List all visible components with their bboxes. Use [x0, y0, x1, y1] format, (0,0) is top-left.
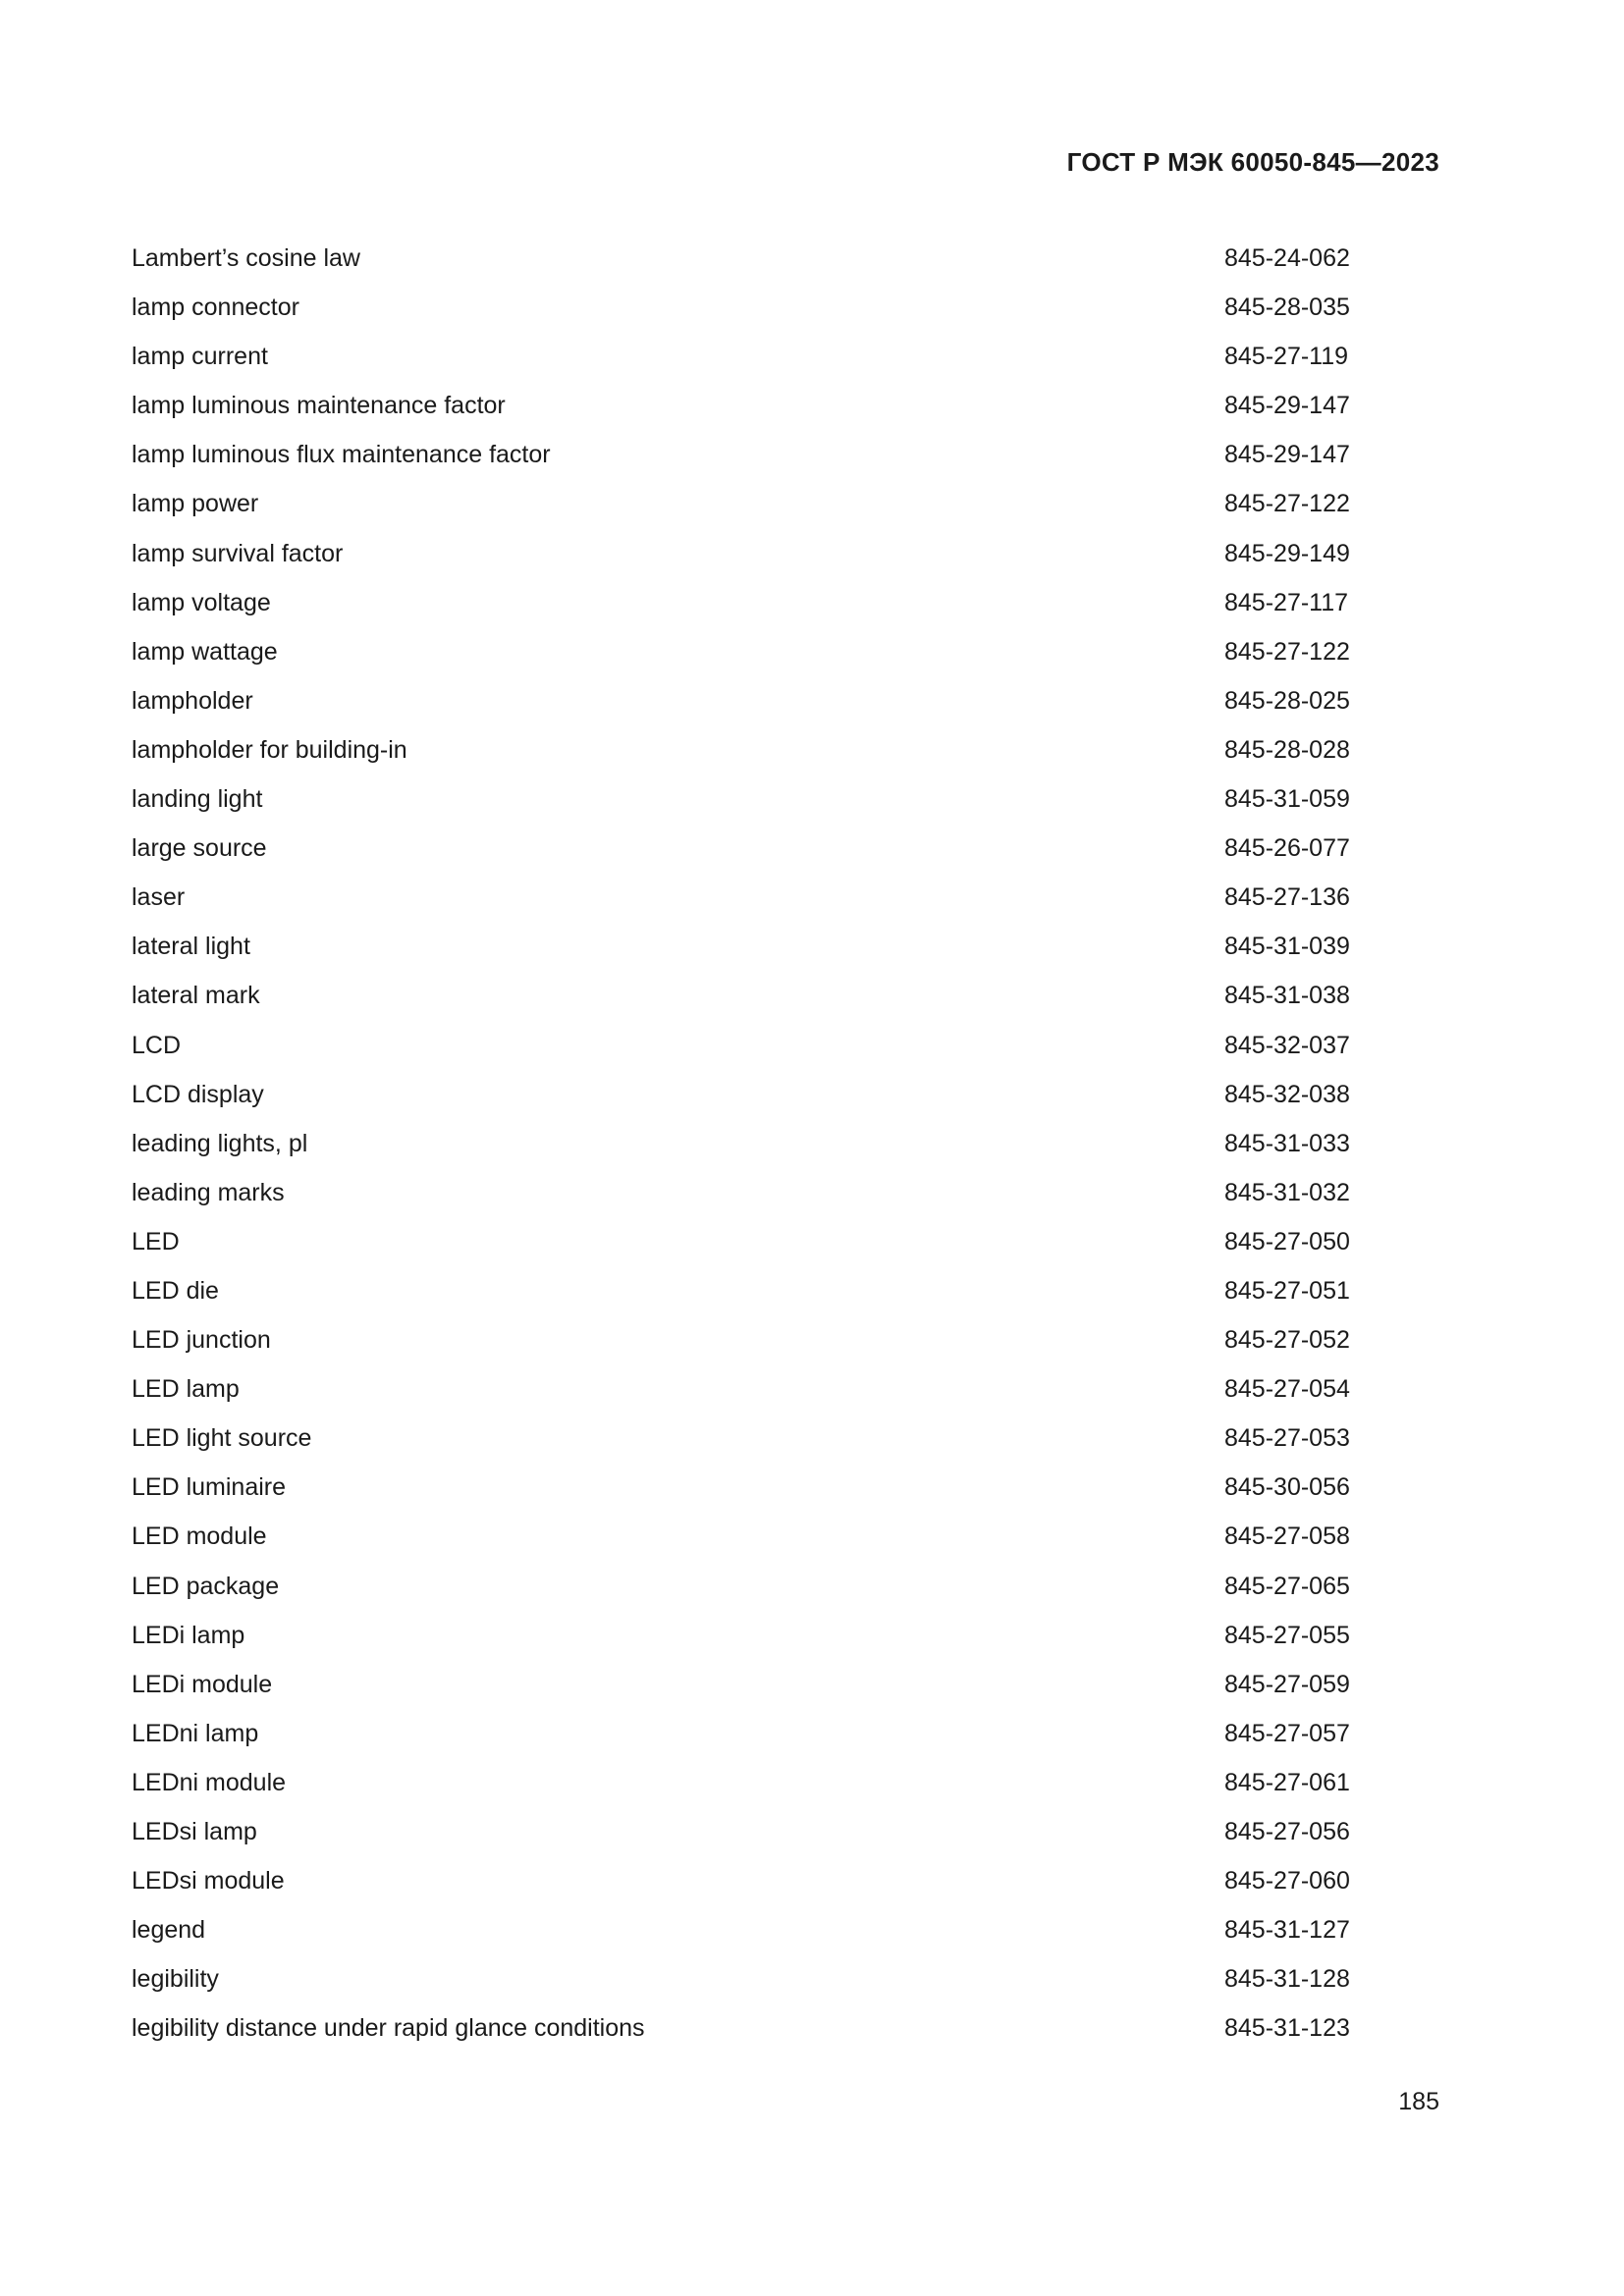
index-entry: [132, 288, 1359, 337]
index-entry: [132, 1271, 1359, 1320]
index-code: 845-28-025: [1224, 686, 1350, 715]
index-code: 845-27-065: [1224, 1572, 1350, 1600]
index-entry: [132, 2008, 1359, 2057]
index-term: lateral mark: [132, 982, 260, 1010]
index-term: LED: [132, 1227, 180, 1255]
index-code: 845-29-147: [1224, 441, 1350, 469]
index-code: 845-31-123: [1224, 2014, 1350, 2043]
index-entry: [132, 681, 1359, 730]
index-code: 845-29-149: [1224, 539, 1350, 567]
index-entry: [132, 878, 1359, 927]
index-entry: [132, 1812, 1359, 1861]
index-term: LEDi module: [132, 1670, 273, 1698]
index-code: 845-28-028: [1224, 735, 1350, 764]
index-entry: [132, 337, 1359, 386]
index-term: laser: [132, 883, 186, 912]
index-entry: [132, 927, 1359, 976]
index-code: 845-27-050: [1224, 1227, 1350, 1255]
index-entry: [132, 583, 1359, 632]
index-code: 845-31-127: [1224, 1916, 1350, 1945]
index-entry: [132, 1763, 1359, 1812]
index-code: 845-27-060: [1224, 1867, 1350, 1896]
index-code: 845-27-058: [1224, 1522, 1350, 1551]
index-code: 845-27-122: [1224, 637, 1350, 666]
index-code: 845-27-061: [1224, 1768, 1350, 1796]
index-term: lamp voltage: [132, 588, 271, 616]
index-term: LED lamp: [132, 1375, 240, 1404]
index-entry: [132, 1222, 1359, 1271]
index-entry: [132, 976, 1359, 1025]
index-term: LCD display: [132, 1080, 264, 1108]
index-entry: [132, 435, 1359, 484]
index-entry: [132, 534, 1359, 583]
index-code: 845-27-051: [1224, 1276, 1350, 1305]
index-term: lampholder for building-in: [132, 735, 407, 764]
index-term: leading marks: [132, 1178, 285, 1206]
index-code: 845-27-117: [1224, 588, 1349, 616]
index-entry: [132, 1861, 1359, 1910]
index-code: 845-27-053: [1224, 1424, 1350, 1453]
index-code: 845-30-056: [1224, 1473, 1350, 1502]
index-term: leading lights, pl: [132, 1129, 308, 1157]
index-term: lamp connector: [132, 294, 299, 322]
index-term: large source: [132, 834, 267, 863]
index-code: 845-26-077: [1224, 834, 1350, 863]
index-code: 845-27-122: [1224, 490, 1350, 518]
index-code: 845-31-032: [1224, 1178, 1350, 1206]
index-entry: [132, 1665, 1359, 1714]
index-code: 845-32-037: [1224, 1031, 1350, 1059]
index-term: Lambert’s cosine law: [132, 244, 360, 272]
index-entry: [132, 1124, 1359, 1173]
index-term: LEDsi lamp: [132, 1818, 257, 1845]
index-term: lamp luminous flux maintenance factor: [132, 441, 551, 469]
index-term: LED package: [132, 1572, 280, 1600]
index-code: 845-31-059: [1224, 785, 1350, 814]
index-term: LED module: [132, 1522, 267, 1551]
index-code: 845-31-039: [1224, 933, 1350, 961]
index-term: LED junction: [132, 1326, 271, 1355]
page-number: 185: [1398, 2088, 1439, 2115]
index-entry: [132, 1714, 1359, 1763]
index-entry: [132, 239, 1359, 288]
index-term: LEDni lamp: [132, 1719, 259, 1747]
index-code: 845-27-059: [1224, 1670, 1350, 1698]
index-term: lamp current: [132, 343, 268, 371]
index-code: 845-29-147: [1224, 392, 1350, 420]
index-entry: [132, 1369, 1359, 1418]
document-header: ГОСТ Р МЭК 60050-845—2023: [1066, 147, 1439, 177]
index-code: 845-27-052: [1224, 1326, 1350, 1355]
index-term: legibility distance under rapid glance conditions: [132, 2014, 645, 2043]
index-term: legend: [132, 1916, 206, 1945]
index-term: landing light: [132, 785, 263, 814]
index-entry: [132, 1910, 1359, 1959]
index-term: LEDni module: [132, 1768, 287, 1796]
index-code: 845-32-038: [1224, 1080, 1350, 1108]
index-code: 845-27-057: [1224, 1719, 1350, 1747]
index-entry: [132, 730, 1359, 779]
index-entry: [132, 1320, 1359, 1369]
index-term: lateral light: [132, 933, 250, 961]
index-code: 845-24-062: [1224, 244, 1350, 272]
index-term: LEDsi module: [132, 1867, 285, 1896]
index-entry: [132, 632, 1359, 681]
index-code: 845-27-119: [1224, 343, 1349, 371]
index-entry: [132, 1075, 1359, 1124]
index-term: legibility: [132, 1965, 219, 1994]
index-term: lamp wattage: [132, 637, 278, 666]
index-entry: [132, 484, 1359, 533]
index-code: 845-27-136: [1224, 883, 1350, 912]
index-entry: [132, 1517, 1359, 1566]
index-entry-list: [132, 239, 1359, 2057]
index-entry: [132, 1468, 1359, 1517]
index-code: 845-27-054: [1224, 1375, 1350, 1404]
index-term: LED die: [132, 1276, 219, 1305]
index-entry: [132, 1173, 1359, 1222]
index-code: 845-28-035: [1224, 294, 1350, 322]
index-code: 845-27-056: [1224, 1818, 1350, 1845]
index-term: LEDi lamp: [132, 1621, 245, 1649]
index-code: 845-31-033: [1224, 1129, 1350, 1157]
index-code: 845-31-038: [1224, 982, 1350, 1010]
index-entry: [132, 1959, 1359, 2008]
index-term: lamp survival factor: [132, 539, 344, 567]
index-entry: [132, 1418, 1359, 1468]
index-term: lampholder: [132, 686, 253, 715]
index-term: LED luminaire: [132, 1473, 287, 1502]
index-code: 845-31-128: [1224, 1965, 1350, 1994]
index-entry: [132, 1026, 1359, 1075]
index-term: lamp luminous maintenance factor: [132, 392, 506, 420]
index-entry: [132, 1616, 1359, 1665]
index-term: lamp power: [132, 490, 259, 518]
index-code: 845-27-055: [1224, 1621, 1350, 1649]
index-entry: [132, 386, 1359, 435]
index-entry: [132, 1567, 1359, 1616]
index-entry: [132, 779, 1359, 828]
index-term: LCD: [132, 1031, 182, 1059]
index-entry: [132, 828, 1359, 878]
index-term: LED light source: [132, 1424, 312, 1453]
